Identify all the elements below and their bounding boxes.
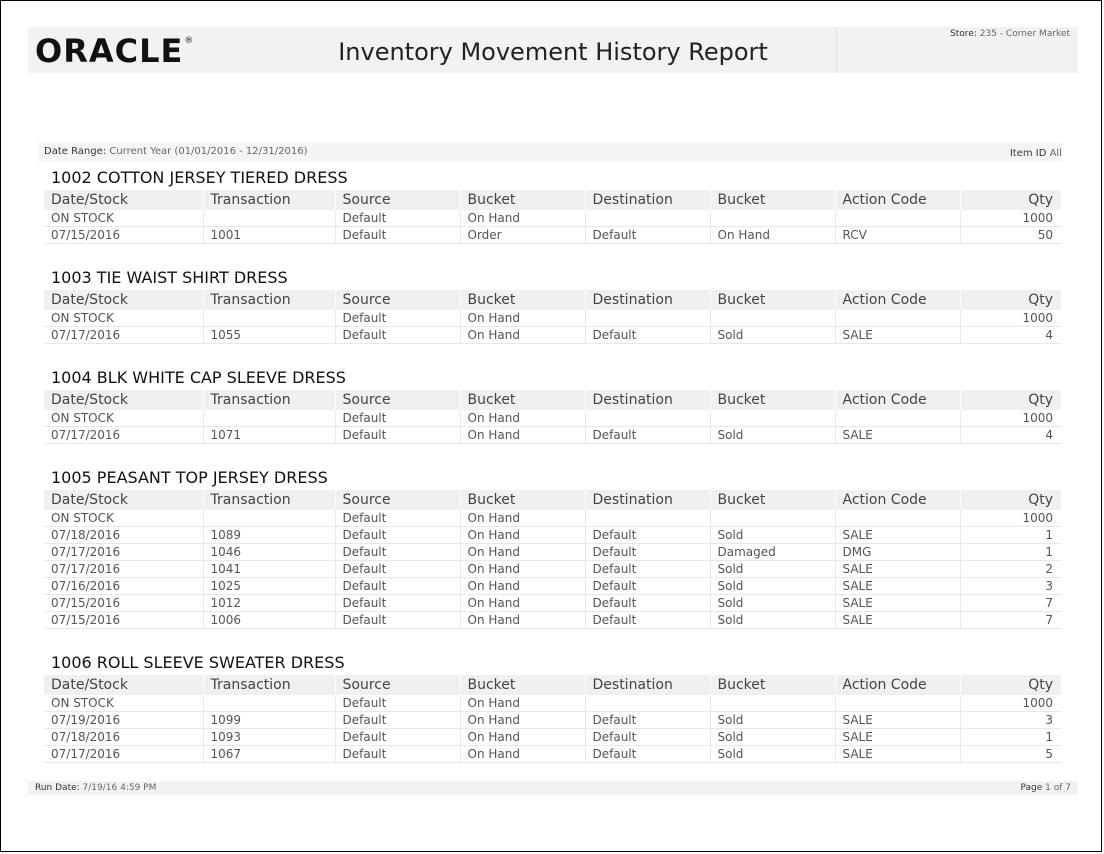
- cell-dest-bucket: Sold: [710, 729, 835, 746]
- cell-source: Default: [335, 595, 460, 612]
- column-header-date-stock: Date/Stock: [44, 490, 203, 510]
- cell-source: Default: [335, 427, 460, 444]
- column-header-date-stock: Date/Stock: [44, 190, 203, 210]
- cell-destination: Default: [585, 746, 710, 763]
- column-header-date-stock: Date/Stock: [44, 390, 203, 410]
- cell-date-stock: 07/15/2016: [44, 595, 203, 612]
- cell-dest-bucket: Damaged: [710, 544, 835, 561]
- cell-transaction: 1046: [203, 544, 335, 561]
- cell-action-code: SALE: [835, 527, 960, 544]
- cell-qty: 1000: [960, 510, 1061, 527]
- cell-transaction: 1067: [203, 746, 335, 763]
- cell-transaction: [203, 310, 335, 327]
- cell-qty: 50: [960, 227, 1061, 244]
- cell-action-code: [835, 210, 960, 227]
- cell-bucket: On Hand: [460, 210, 585, 227]
- cell-destination: Default: [585, 427, 710, 444]
- cell-qty: 4: [960, 327, 1061, 344]
- column-header-transaction: Transaction: [203, 290, 335, 310]
- oracle-logo: ORACLE®: [35, 32, 195, 70]
- cell-destination: Default: [585, 527, 710, 544]
- cell-bucket: On Hand: [460, 595, 585, 612]
- cell-transaction: [203, 510, 335, 527]
- cell-action-code: SALE: [835, 578, 960, 595]
- cell-transaction: [203, 410, 335, 427]
- item-title: 1003 TIE WAIST SHIRT DRESS: [51, 268, 288, 287]
- cell-qty: 4: [960, 427, 1061, 444]
- table-row: [44, 427, 1061, 444]
- cell-qty: 7: [960, 612, 1061, 629]
- cell-dest-bucket: Sold: [710, 327, 835, 344]
- cell-dest-bucket: On Hand: [710, 227, 835, 244]
- cell-bucket: On Hand: [460, 578, 585, 595]
- cell-dest-bucket: Sold: [710, 561, 835, 578]
- cell-dest-bucket: Sold: [710, 712, 835, 729]
- column-header-bucket: Bucket: [460, 390, 585, 410]
- cell-destination: Default: [585, 327, 710, 344]
- cell-destination: [585, 410, 710, 427]
- cell-date-stock: 07/15/2016: [44, 612, 203, 629]
- movement-table: [44, 490, 1061, 629]
- cell-dest-bucket: Sold: [710, 578, 835, 595]
- item-section: [44, 367, 1061, 444]
- column-header-bucket: Bucket: [460, 190, 585, 210]
- table-header-row: [44, 675, 1061, 695]
- cell-action-code: DMG: [835, 544, 960, 561]
- cell-bucket: On Hand: [460, 712, 585, 729]
- column-header-qty: Qty: [960, 290, 1061, 310]
- page-label: Page: [1020, 783, 1043, 793]
- cell-dest-bucket: Sold: [710, 746, 835, 763]
- cell-date-stock: 07/18/2016: [44, 729, 203, 746]
- cell-destination: [585, 310, 710, 327]
- table-row: [44, 544, 1061, 561]
- cell-qty: 2: [960, 561, 1061, 578]
- movement-table: [44, 190, 1061, 244]
- report-title: Inventory Movement History Report: [338, 38, 768, 66]
- store-value: 235 - Corner Market: [979, 29, 1070, 39]
- cell-transaction: [203, 695, 335, 712]
- cell-qty: 1000: [960, 210, 1061, 227]
- page-value: 1 of 7: [1045, 783, 1071, 793]
- column-header-dest-bucket: Bucket: [710, 390, 835, 410]
- table-row: [44, 210, 1061, 227]
- cell-dest-bucket: Sold: [710, 612, 835, 629]
- cell-source: Default: [335, 695, 460, 712]
- column-header-source: Source: [335, 290, 460, 310]
- column-header-dest-bucket: Bucket: [710, 290, 835, 310]
- cell-source: Default: [335, 410, 460, 427]
- cell-action-code: SALE: [835, 595, 960, 612]
- cell-bucket: On Hand: [460, 544, 585, 561]
- column-header-action-code: Action Code: [835, 390, 960, 410]
- column-header-qty: Qty: [960, 390, 1061, 410]
- movement-table: [44, 290, 1061, 344]
- column-header-source: Source: [335, 390, 460, 410]
- cell-action-code: SALE: [835, 561, 960, 578]
- column-header-date-stock: Date/Stock: [44, 675, 203, 695]
- cell-action-code: SALE: [835, 746, 960, 763]
- table-row: [44, 327, 1061, 344]
- cell-qty: 1000: [960, 410, 1061, 427]
- cell-action-code: SALE: [835, 427, 960, 444]
- column-header-destination: Destination: [585, 675, 710, 695]
- column-header-destination: Destination: [585, 490, 710, 510]
- column-header-action-code: Action Code: [835, 190, 960, 210]
- cell-dest-bucket: [710, 410, 835, 427]
- cell-source: Default: [335, 578, 460, 595]
- date-range: [44, 146, 307, 157]
- cell-dest-bucket: [710, 510, 835, 527]
- cell-transaction: 1025: [203, 578, 335, 595]
- column-header-source: Source: [335, 675, 460, 695]
- cell-date-stock: 07/17/2016: [44, 327, 203, 344]
- item-section: [44, 167, 1061, 244]
- cell-destination: Default: [585, 561, 710, 578]
- cell-transaction: 1006: [203, 612, 335, 629]
- table-row: [44, 227, 1061, 244]
- cell-source: Default: [335, 544, 460, 561]
- column-header-destination: Destination: [585, 190, 710, 210]
- cell-bucket: On Hand: [460, 510, 585, 527]
- cell-date-stock: 07/16/2016: [44, 578, 203, 595]
- cell-bucket: On Hand: [460, 427, 585, 444]
- table-header-row: [44, 490, 1061, 510]
- column-header-bucket: Bucket: [460, 675, 585, 695]
- cell-action-code: [835, 510, 960, 527]
- cell-destination: [585, 695, 710, 712]
- cell-date-stock: ON STOCK: [44, 310, 203, 327]
- cell-dest-bucket: [710, 210, 835, 227]
- item-title: 1002 COTTON JERSEY TIERED DRESS: [51, 168, 348, 187]
- column-header-transaction: Transaction: [203, 490, 335, 510]
- cell-qty: 3: [960, 578, 1061, 595]
- cell-dest-bucket: Sold: [710, 527, 835, 544]
- cell-dest-bucket: [710, 310, 835, 327]
- cell-qty: 1000: [960, 310, 1061, 327]
- cell-source: Default: [335, 227, 460, 244]
- column-header-transaction: Transaction: [203, 390, 335, 410]
- table-row: [44, 612, 1061, 629]
- table-row: [44, 410, 1061, 427]
- table-row: [44, 578, 1061, 595]
- cell-bucket: On Hand: [460, 327, 585, 344]
- cell-qty: 5: [960, 746, 1061, 763]
- store-info: [950, 29, 1070, 39]
- cell-date-stock: 07/17/2016: [44, 746, 203, 763]
- column-header-qty: Qty: [960, 490, 1061, 510]
- cell-source: Default: [335, 327, 460, 344]
- cell-action-code: SALE: [835, 327, 960, 344]
- table-row: [44, 595, 1061, 612]
- cell-bucket: On Hand: [460, 612, 585, 629]
- date-range-value: Current Year (01/01/2016 - 12/31/2016): [109, 146, 308, 157]
- cell-date-stock: 07/17/2016: [44, 427, 203, 444]
- item-id-label: Item ID: [1009, 148, 1047, 159]
- column-header-source: Source: [335, 490, 460, 510]
- table-row: [44, 527, 1061, 544]
- cell-date-stock: ON STOCK: [44, 210, 203, 227]
- cell-qty: 1: [960, 544, 1061, 561]
- item-title: 1004 BLK WHITE CAP SLEEVE DRESS: [51, 368, 346, 387]
- cell-transaction: 1041: [203, 561, 335, 578]
- cell-transaction: 1099: [203, 712, 335, 729]
- column-header-bucket: Bucket: [460, 490, 585, 510]
- movement-table: [44, 390, 1061, 444]
- date-range-label: Date Range:: [44, 146, 107, 157]
- cell-bucket: On Hand: [460, 729, 585, 746]
- table-row: [44, 746, 1061, 763]
- cell-action-code: [835, 310, 960, 327]
- column-header-dest-bucket: Bucket: [710, 190, 835, 210]
- column-header-dest-bucket: Bucket: [710, 675, 835, 695]
- column-header-action-code: Action Code: [835, 290, 960, 310]
- table-row: [44, 729, 1061, 746]
- item-section: [44, 652, 1061, 763]
- cell-destination: Default: [585, 612, 710, 629]
- table-header-row: [44, 290, 1061, 310]
- cell-bucket: On Hand: [460, 561, 585, 578]
- cell-source: Default: [335, 729, 460, 746]
- cell-source: Default: [335, 746, 460, 763]
- cell-transaction: 1071: [203, 427, 335, 444]
- cell-bucket: On Hand: [460, 746, 585, 763]
- cell-source: Default: [335, 310, 460, 327]
- item-section: [44, 467, 1061, 629]
- cell-dest-bucket: [710, 695, 835, 712]
- run-date-label: Run Date:: [35, 783, 80, 793]
- cell-action-code: SALE: [835, 612, 960, 629]
- item-title: 1006 ROLL SLEEVE SWEATER DRESS: [51, 653, 345, 672]
- cell-bucket: On Hand: [460, 527, 585, 544]
- run-date-value: 7/19/16 4:59 PM: [82, 783, 157, 793]
- column-header-destination: Destination: [585, 390, 710, 410]
- cell-bucket: On Hand: [460, 410, 585, 427]
- item-id-value: All: [1049, 148, 1062, 159]
- cell-qty: 7: [960, 595, 1061, 612]
- cell-transaction: 1055: [203, 327, 335, 344]
- cell-dest-bucket: Sold: [710, 595, 835, 612]
- cell-destination: Default: [585, 712, 710, 729]
- cell-source: Default: [335, 712, 460, 729]
- table-row: [44, 561, 1061, 578]
- cell-transaction: 1093: [203, 729, 335, 746]
- cell-date-stock: 07/19/2016: [44, 712, 203, 729]
- cell-transaction: 1089: [203, 527, 335, 544]
- cell-qty: 1: [960, 729, 1061, 746]
- cell-source: Default: [335, 612, 460, 629]
- cell-destination: Default: [585, 595, 710, 612]
- cell-action-code: SALE: [835, 712, 960, 729]
- column-header-transaction: Transaction: [203, 190, 335, 210]
- report-footer: [28, 781, 1078, 795]
- cell-destination: [585, 210, 710, 227]
- cell-date-stock: ON STOCK: [44, 695, 203, 712]
- cell-source: Default: [335, 210, 460, 227]
- column-header-action-code: Action Code: [835, 675, 960, 695]
- header-divider: [836, 27, 837, 73]
- column-header-dest-bucket: Bucket: [710, 490, 835, 510]
- cell-transaction: [203, 210, 335, 227]
- table-header-row: [44, 390, 1061, 410]
- column-header-destination: Destination: [585, 290, 710, 310]
- cell-action-code: SALE: [835, 729, 960, 746]
- column-header-date-stock: Date/Stock: [44, 290, 203, 310]
- column-header-bucket: Bucket: [460, 290, 585, 310]
- cell-date-stock: 07/15/2016: [44, 227, 203, 244]
- cell-bucket: Order: [460, 227, 585, 244]
- column-header-action-code: Action Code: [835, 490, 960, 510]
- cell-date-stock: 07/17/2016: [44, 544, 203, 561]
- movement-table: [44, 675, 1061, 763]
- column-header-transaction: Transaction: [203, 675, 335, 695]
- table-row: [44, 510, 1061, 527]
- cell-qty: 1: [960, 527, 1061, 544]
- cell-destination: Default: [585, 578, 710, 595]
- item-title: 1005 PEASANT TOP JERSEY DRESS: [51, 468, 328, 487]
- store-label: Store:: [950, 29, 977, 39]
- cell-dest-bucket: Sold: [710, 427, 835, 444]
- cell-date-stock: ON STOCK: [44, 410, 203, 427]
- table-row: [44, 695, 1061, 712]
- cell-qty: 3: [960, 712, 1061, 729]
- table-row: [44, 310, 1061, 327]
- cell-transaction: 1012: [203, 595, 335, 612]
- cell-transaction: 1001: [203, 227, 335, 244]
- run-date: [35, 783, 156, 793]
- cell-date-stock: ON STOCK: [44, 510, 203, 527]
- cell-date-stock: 07/17/2016: [44, 561, 203, 578]
- cell-source: Default: [335, 510, 460, 527]
- item-section: [44, 267, 1061, 344]
- report-header: [28, 27, 1078, 73]
- column-header-qty: Qty: [960, 190, 1061, 210]
- column-header-qty: Qty: [960, 675, 1061, 695]
- table-row: [44, 712, 1061, 729]
- cell-date-stock: 07/18/2016: [44, 527, 203, 544]
- cell-qty: 1000: [960, 695, 1061, 712]
- cell-action-code: [835, 695, 960, 712]
- column-header-source: Source: [335, 190, 460, 210]
- cell-source: Default: [335, 561, 460, 578]
- cell-destination: Default: [585, 544, 710, 561]
- report-parameters: [38, 142, 1062, 162]
- item-id-filter: [1010, 148, 1062, 159]
- table-header-row: [44, 190, 1061, 210]
- cell-action-code: [835, 410, 960, 427]
- cell-destination: Default: [585, 729, 710, 746]
- page-number: [1020, 783, 1071, 793]
- cell-bucket: On Hand: [460, 310, 585, 327]
- cell-bucket: On Hand: [460, 695, 585, 712]
- cell-action-code: RCV: [835, 227, 960, 244]
- cell-source: Default: [335, 527, 460, 544]
- cell-destination: [585, 510, 710, 527]
- cell-destination: Default: [585, 227, 710, 244]
